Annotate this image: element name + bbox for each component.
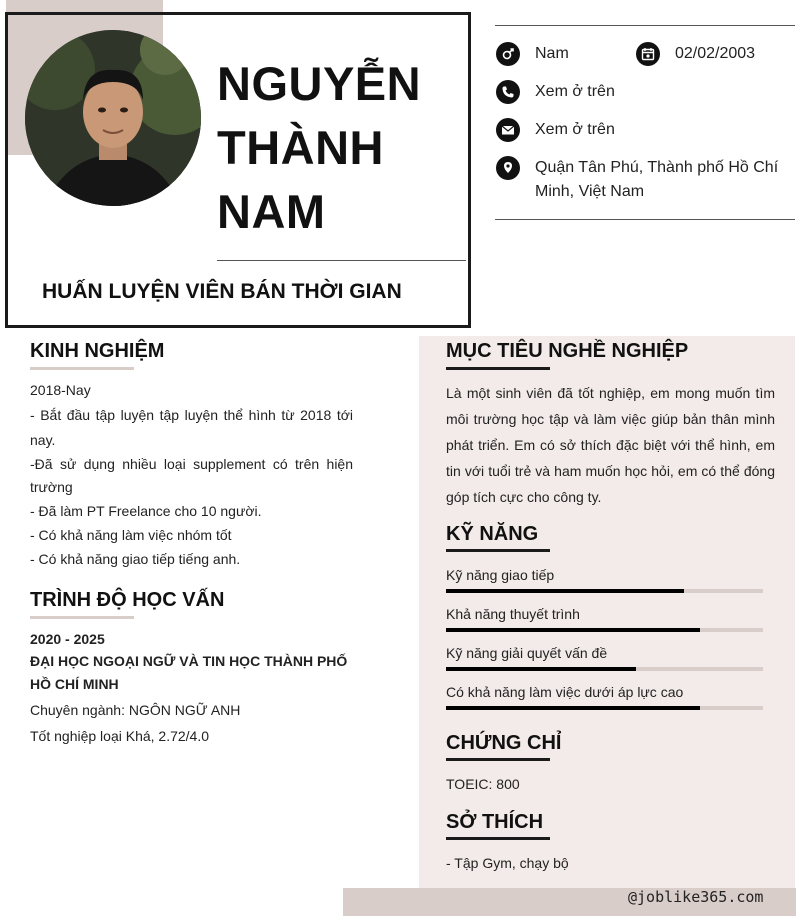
name-divider bbox=[217, 260, 466, 261]
education-heading: TRÌNH ĐỘ HỌC VẤN bbox=[30, 589, 225, 611]
experience-item: - Bắt đầu tập luyện tập luyện thể hình từ 2018 tới nay. bbox=[30, 407, 353, 448]
skill-bar-fill bbox=[446, 628, 700, 632]
education-underline bbox=[30, 616, 134, 619]
phone-icon bbox=[496, 80, 520, 104]
education-grade: Tốt nghiệp loại Khá, 2.72/4.0 bbox=[30, 728, 210, 744]
name-line: THÀNH bbox=[217, 121, 384, 174]
skill-label: Kỹ năng giải quyết vấn đề bbox=[446, 645, 608, 661]
objective-heading: MỤC TIÊU NGHỀ NGHIỆP bbox=[446, 340, 689, 362]
objective-text: Là một sinh viên đã tốt nghiệp, em mong muốn tìm môi trường học tập và làm việc giúp bản thân mình phát triển. Em có sở thích đặc biệt với thể hình, em tin với tuổi trẻ và ham muốn học hỏi, em có thể đóng góp tích cực cho công ty. bbox=[446, 385, 775, 505]
full-name bbox=[217, 52, 457, 244]
skill-bar-track bbox=[446, 667, 763, 671]
skill-bar-fill bbox=[446, 589, 684, 593]
skills-underline bbox=[446, 549, 550, 552]
experience-item: - Có khả năng giao tiếp tiếng anh. bbox=[30, 551, 241, 567]
experience-item: - Có khả năng làm việc nhóm tốt bbox=[30, 527, 232, 543]
skill-bar-track bbox=[446, 706, 763, 710]
contact-divider-bottom bbox=[495, 219, 795, 220]
name-line: NGUYỄN bbox=[217, 57, 422, 110]
skill-bar-fill bbox=[446, 706, 700, 710]
skill-bar-fill bbox=[446, 667, 636, 671]
experience-list bbox=[30, 378, 353, 571]
experience-item: 2018-Nay bbox=[30, 382, 91, 398]
location-icon bbox=[496, 156, 520, 180]
address-line-1: Quận Tân Phú, Thành phố Hồ Chí bbox=[535, 159, 779, 176]
skill-label: Khả năng thuyết trình bbox=[446, 606, 580, 622]
experience-item: -Đã sử dụng nhiều loại supplement có trên hiện trường bbox=[30, 456, 353, 495]
experience-heading: KINH NGHIỆM bbox=[30, 340, 165, 362]
birthday-value: 02/02/2003 bbox=[675, 45, 756, 62]
education-major: Chuyên ngành: NGÔN NGỮ ANH bbox=[30, 702, 241, 718]
certificates-heading: CHỨNG CHỈ bbox=[446, 732, 562, 754]
skill-label: Có khả năng làm việc dưới áp lực cao bbox=[446, 684, 684, 700]
contact-divider-top bbox=[495, 25, 795, 26]
phone-value: Xem ở trên bbox=[535, 83, 615, 100]
profile-photo bbox=[25, 30, 201, 206]
certificates-underline bbox=[446, 758, 550, 761]
calendar-icon bbox=[636, 42, 660, 66]
hobbies-heading: SỞ THÍCH bbox=[446, 811, 544, 833]
name-line: NAM bbox=[217, 185, 326, 238]
hobbies-text: - Tập Gym, chạy bộ bbox=[446, 855, 569, 871]
skills-heading: KỸ NĂNG bbox=[446, 523, 539, 545]
profile-photo-illustration bbox=[25, 30, 201, 206]
email-value: Xem ở trên bbox=[535, 121, 615, 138]
job-title: HUẤN LUYỆN VIÊN BÁN THỜI GIAN bbox=[42, 280, 402, 303]
gender-icon bbox=[496, 42, 520, 66]
education-school: ĐẠI HỌC NGOẠI NGỮ VÀ TIN HỌC THÀNH PHỐ HỒ CHÍ MINH bbox=[30, 653, 348, 692]
brand-watermark: @joblike365.com bbox=[628, 888, 764, 906]
certificates-text: TOEIC: 800 bbox=[446, 776, 520, 792]
gender-value: Nam bbox=[535, 45, 569, 62]
skill-bar-track bbox=[446, 628, 763, 632]
skill-bar-track bbox=[446, 589, 763, 593]
email-icon bbox=[496, 118, 520, 142]
objective-underline bbox=[446, 367, 550, 370]
experience-underline bbox=[30, 367, 134, 370]
hobbies-underline bbox=[446, 837, 550, 840]
address-line-2: Minh, Việt Nam bbox=[535, 183, 645, 200]
education-years: 2020 - 2025 bbox=[30, 631, 105, 647]
skill-label: Kỹ năng giao tiếp bbox=[446, 567, 555, 583]
experience-item: - Đã làm PT Freelance cho 10 người. bbox=[30, 503, 262, 519]
